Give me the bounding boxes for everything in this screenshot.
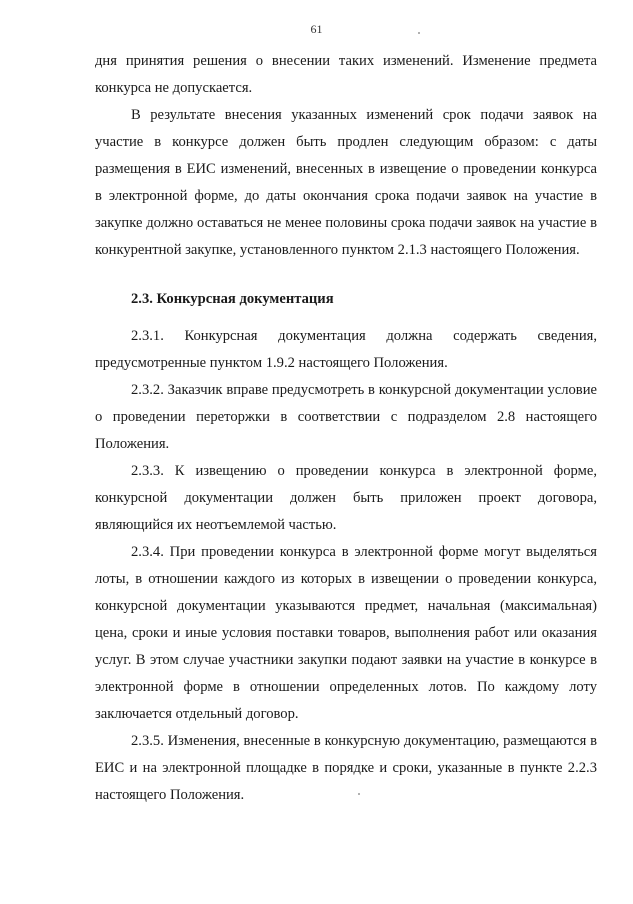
clause-2-3-3: 2.3.3. К извещению о проведении конкурса в электронной форме, конкурсной документации должен быть приложен проект договора, являющийся их неотъемлемой частью. (95, 463, 597, 533)
clause-2-3-1: 2.3.1. Конкурсная документация должна содержать сведения, предусмотренные пунктом 1.9.2 настоящего Положения. (95, 328, 597, 371)
clause-2-3-2: 2.3.2. Заказчик вправе предусмотреть в конкурсной документации условие о проведении переторжки в соответствии с подразделом 2.8 настоящего Положения. (95, 382, 597, 452)
page-number: 61 (310, 22, 323, 36)
clause-2-3-4: 2.3.4. При проведении конкурса в электронной форме могут выделяться лоты, в отношении каждого из которых в извещении о проведении конкурса, конкурсной документации указываются предмет, начальная (максимальная) цена, сроки и иные условия поставки товаров, выполнения работ или оказания услуг. В этом случае участники закупки подают заявки на участие в конкурсе в электронной форме в отношении определенных лотов. По каждому лоту заключается отдельный договор. (95, 544, 597, 722)
heading-spacer (95, 313, 597, 323)
scan-speck (418, 32, 420, 34)
clause-2-3-5: 2.3.5. Изменения, внесенные в конкурсную документацию, размещаются в ЕИС и на электронной площадке в порядке и сроки, указанные в пункте 2.2.3 настоящего Положения. (95, 733, 597, 803)
document-body (95, 48, 597, 809)
paragraph-deadline-extension: В результате внесения указанных изменений срок подачи заявок на участие в конкурсе должен быть продлен следующим образом: с даты размещения в ЕИС изменений, внесенных в извещение о проведении конкурса в электронной форме, до даты окончания срока подачи заявок на участие в закупке должно оставаться не менее половины срока подачи заявок на участие в конкурентной закупке, установленного пунктом 2.1.3 настоящего Положения. (95, 107, 597, 258)
scan-speck (358, 793, 360, 795)
section-heading: 2.3. Конкурсная документация (131, 291, 334, 307)
section-spacer (95, 264, 597, 286)
paragraph-continuation: дня принятия решения о внесении таких изменений. Изменение предмета конкурса не допускается. (95, 53, 597, 96)
